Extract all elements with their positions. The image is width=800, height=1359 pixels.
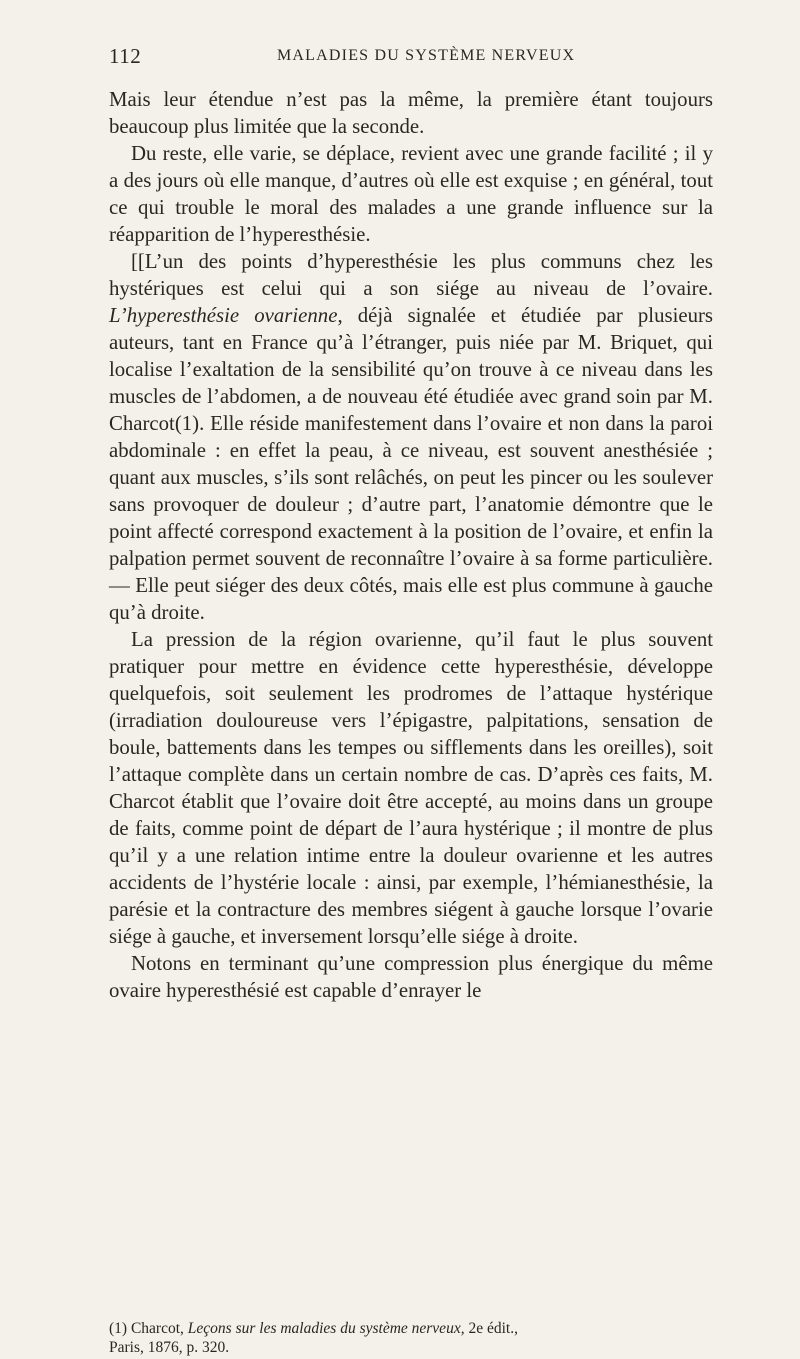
page-number: 112	[109, 44, 142, 68]
running-head	[109, 44, 730, 72]
paragraph-2: Du reste, elle varie, se déplace, revient avec une grande facilité ; il y a des jours où elle manque, d’autres où elle est exquise ; en général, tout ce qui trouble le moral des malades a une grande influence sur la réapparition de l’hyperesthésie.	[109, 142, 713, 246]
body-text	[109, 86, 713, 1004]
paragraph-3-emphasis: L’hyperesthésie ovarienne	[109, 304, 338, 327]
paragraph-3	[109, 248, 713, 626]
footnote-author: Charcot,	[130, 1320, 184, 1337]
footnote-publication: Paris, 1876, p. 320.	[109, 1339, 230, 1356]
running-title: MALADIES DU SYSTÈME NERVEUX	[277, 47, 576, 64]
footnote-edition: 2e édit.,	[464, 1320, 518, 1337]
paragraph-1: Mais leur étendue n’est pas la même, la première étant toujours beaucoup plus limitée que la seconde.	[109, 88, 713, 138]
paragraph-3-suffix: , déjà signalée et étudiée par plusieurs auteurs, tant en France qu’à l’étranger, puis niée par M. Briquet, qui localise l’exaltation de la sensibilité qu’on trouve à ce niveau dans les muscles de l’abdomen, a de nouveau été étudiée avec grand soin par M. Charcot(1). Elle réside manifestement dans l’ovaire et non dans la paroi abdominale : en effet la peau, à ce niveau, est souvent anesthésiée ; quant aux muscles, s’ils sont relâchés, on peut les pincer ou les soulever sans provoquer de douleur ; d’autre part, l’anatomie démontre que le point affecté correspond exactement à la position de l’ovaire, et enfin la palpation permet souvent de reconnaître l’ovaire à sa forme particulière. — Elle peut siéger des deux côtés, mais elle est plus commune à gauche qu’à droite.	[109, 304, 713, 624]
footnote	[109, 1319, 713, 1357]
paragraph-4: La pression de la région ovarienne, qu’il faut le plus souvent pratiquer pour mettre en évidence cette hyperesthésie, développe quelquefois, soit seulement les prodromes de l’attaque hystérique (irradiation douloureuse vers l’épigastre, palpitations, sensation de boule, battements dans les tempes ou sifflements dans les oreilles), soit l’attaque complète dans un certain nombre de cas. D’après ces faits, M. Charcot établit que l’ovaire doit être accepté, au moins dans un groupe de faits, comme point de départ de l’aura hystérique ; il montre de plus qu’il y a une relation intime entre la douleur ovarienne et les autres accidents de l’hystérie locale : ainsi, par exemple, l’hémianesthésie, la parésie et la contracture des membres siégent à gauche lorsque l’ovarie siége à gauche, et inversement lorsqu’elle siége à droite.	[109, 628, 713, 948]
footnote-title: Leçons sur les maladies du système nerveux,	[187, 1320, 465, 1337]
paragraph-5: Notons en terminant qu’une compression plus énergique du même ovaire hyperesthésié est capable d’enrayer le	[109, 952, 713, 1002]
paragraph-3-prefix: [[L’un des points d’hyperesthésie les plus communs chez les hystériques est celui qui a son siége au niveau de l’ovaire.	[109, 250, 713, 300]
footnote-marker: (1)	[109, 1320, 128, 1337]
